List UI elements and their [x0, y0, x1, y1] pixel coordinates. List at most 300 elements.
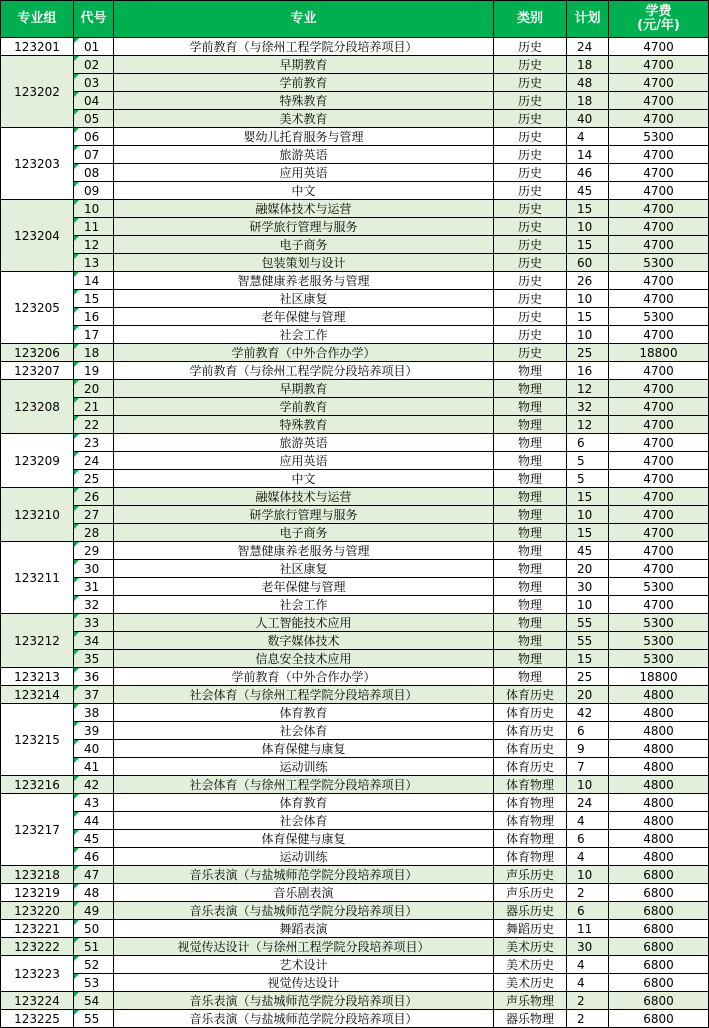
table-row [1, 992, 709, 1010]
major-cell: 特殊教育 [114, 92, 494, 110]
category-cell: 物理 [494, 560, 567, 578]
major-cell: 社区康复 [114, 560, 494, 578]
table-row [1, 92, 709, 110]
category-cell: 舞蹈历史 [494, 920, 567, 938]
category-cell: 物理 [494, 578, 567, 596]
fee-cell: 4700 [609, 38, 709, 56]
table-row [1, 470, 709, 488]
major-cell: 数字媒体技术 [114, 632, 494, 650]
category-cell: 物理 [494, 434, 567, 452]
fee-cell: 4700 [609, 218, 709, 236]
category-cell: 体育历史 [494, 704, 567, 722]
major-cell: 智慧健康养老服务与管理 [114, 272, 494, 290]
code-cell: 15 [74, 290, 114, 308]
group-cell: 123208 [1, 380, 74, 434]
fee-cell: 4700 [609, 542, 709, 560]
major-cell: 旅游英语 [114, 146, 494, 164]
fee-cell: 4800 [609, 776, 709, 794]
plan-cell: 15 [567, 524, 609, 542]
category-cell: 历史 [494, 344, 567, 362]
category-cell: 美术历史 [494, 956, 567, 974]
plan-cell: 12 [567, 416, 609, 434]
fee-cell: 6800 [609, 884, 709, 902]
fee-cell: 4700 [609, 236, 709, 254]
table-row [1, 1010, 709, 1028]
code-cell: 08 [74, 164, 114, 182]
table-row [1, 254, 709, 272]
category-cell: 历史 [494, 326, 567, 344]
code-cell: 05 [74, 110, 114, 128]
major-cell: 应用英语 [114, 164, 494, 182]
category-cell: 物理 [494, 632, 567, 650]
fee-cell: 4700 [609, 362, 709, 380]
group-cell: 123217 [1, 794, 74, 866]
plan-cell: 18 [567, 56, 609, 74]
major-cell: 社区康复 [114, 290, 494, 308]
plan-cell: 10 [567, 506, 609, 524]
group-cell: 123210 [1, 488, 74, 542]
code-cell: 54 [74, 992, 114, 1010]
category-cell: 历史 [494, 164, 567, 182]
table-row [1, 686, 709, 704]
plan-cell: 46 [567, 164, 609, 182]
plan-cell: 4 [567, 128, 609, 146]
table-row [1, 542, 709, 560]
fee-cell: 5300 [609, 578, 709, 596]
fee-cell: 6800 [609, 920, 709, 938]
plan-cell: 40 [567, 110, 609, 128]
code-cell: 01 [74, 38, 114, 56]
plan-cell: 15 [567, 488, 609, 506]
plan-cell: 10 [567, 776, 609, 794]
fee-cell: 4800 [609, 740, 709, 758]
category-cell: 声乐历史 [494, 866, 567, 884]
table-row [1, 110, 709, 128]
plan-cell: 30 [567, 578, 609, 596]
category-cell: 物理 [494, 416, 567, 434]
group-cell: 123207 [1, 362, 74, 380]
table-row [1, 560, 709, 578]
header-plan: 计划 [567, 1, 609, 38]
group-cell: 123220 [1, 902, 74, 920]
fee-cell: 4700 [609, 434, 709, 452]
fee-cell: 4700 [609, 146, 709, 164]
fee-cell: 6800 [609, 1010, 709, 1028]
category-cell: 声乐历史 [494, 884, 567, 902]
major-cell: 社会工作 [114, 596, 494, 614]
fee-cell: 5300 [609, 128, 709, 146]
category-cell: 物理 [494, 362, 567, 380]
code-cell: 36 [74, 668, 114, 686]
plan-cell: 5 [567, 470, 609, 488]
code-cell: 50 [74, 920, 114, 938]
code-cell: 22 [74, 416, 114, 434]
plan-cell: 6 [567, 434, 609, 452]
table-row [1, 974, 709, 992]
code-cell: 34 [74, 632, 114, 650]
major-cell: 电子商务 [114, 236, 494, 254]
code-cell: 27 [74, 506, 114, 524]
code-cell: 32 [74, 596, 114, 614]
fee-cell: 4800 [609, 704, 709, 722]
plan-cell: 10 [567, 290, 609, 308]
code-cell: 03 [74, 74, 114, 92]
fee-cell: 6800 [609, 938, 709, 956]
category-cell: 物理 [494, 524, 567, 542]
code-cell: 24 [74, 452, 114, 470]
category-cell: 历史 [494, 182, 567, 200]
code-cell: 12 [74, 236, 114, 254]
group-cell: 123213 [1, 668, 74, 686]
major-cell: 人工智能技术应用 [114, 614, 494, 632]
group-cell: 123201 [1, 38, 74, 56]
plan-cell: 25 [567, 344, 609, 362]
table-row [1, 812, 709, 830]
major-cell: 音乐表演（与盐城师范学院分段培养项目） [114, 902, 494, 920]
category-cell: 体育物理 [494, 776, 567, 794]
major-cell: 信息安全技术应用 [114, 650, 494, 668]
code-cell: 49 [74, 902, 114, 920]
group-cell: 123205 [1, 272, 74, 344]
major-cell: 早期教育 [114, 56, 494, 74]
plan-cell: 15 [567, 650, 609, 668]
fee-cell: 4700 [609, 182, 709, 200]
plan-cell: 25 [567, 668, 609, 686]
fee-cell: 5300 [609, 254, 709, 272]
major-cell: 社会工作 [114, 326, 494, 344]
fee-cell: 6800 [609, 992, 709, 1010]
fee-cell: 4700 [609, 272, 709, 290]
category-cell: 历史 [494, 308, 567, 326]
fee-cell: 6800 [609, 956, 709, 974]
category-cell: 历史 [494, 92, 567, 110]
major-cell: 婴幼儿托育服务与管理 [114, 128, 494, 146]
major-cell: 音乐表演（与盐城师范学院分段培养项目） [114, 866, 494, 884]
category-cell: 声乐物理 [494, 992, 567, 1010]
fee-cell: 5300 [609, 632, 709, 650]
major-cell: 社会体育 [114, 722, 494, 740]
plan-cell: 45 [567, 542, 609, 560]
major-cell: 学前教育（与徐州工程学院分段培养项目） [114, 38, 494, 56]
code-cell: 02 [74, 56, 114, 74]
table-row [1, 164, 709, 182]
fee-cell: 18800 [609, 344, 709, 362]
table-row [1, 704, 709, 722]
header-fee-line1: 学费 [645, 4, 672, 19]
category-cell: 器乐物理 [494, 1010, 567, 1028]
plan-cell: 12 [567, 380, 609, 398]
table-row [1, 902, 709, 920]
major-cell: 社会体育 [114, 812, 494, 830]
fee-cell: 4800 [609, 812, 709, 830]
header-fee-line2: (元/年) [637, 18, 680, 33]
plan-cell: 6 [567, 722, 609, 740]
category-cell: 历史 [494, 254, 567, 272]
table-row [1, 506, 709, 524]
header-category: 类别 [494, 1, 567, 38]
code-cell: 29 [74, 542, 114, 560]
category-cell: 历史 [494, 38, 567, 56]
plan-cell: 7 [567, 758, 609, 776]
category-cell: 物理 [494, 398, 567, 416]
fee-cell: 4700 [609, 110, 709, 128]
plan-cell: 16 [567, 362, 609, 380]
group-cell: 123225 [1, 1010, 74, 1028]
table-row [1, 884, 709, 902]
category-cell: 历史 [494, 146, 567, 164]
code-cell: 14 [74, 272, 114, 290]
code-cell: 53 [74, 974, 114, 992]
category-cell: 物理 [494, 668, 567, 686]
code-cell: 52 [74, 956, 114, 974]
major-cell: 舞蹈表演 [114, 920, 494, 938]
major-cell: 包装策划与设计 [114, 254, 494, 272]
group-cell: 123218 [1, 866, 74, 884]
code-cell: 04 [74, 92, 114, 110]
code-cell: 30 [74, 560, 114, 578]
fee-cell: 4700 [609, 452, 709, 470]
major-cell: 学前教育（与徐州工程学院分段培养项目） [114, 362, 494, 380]
plan-cell: 4 [567, 956, 609, 974]
category-cell: 体育物理 [494, 848, 567, 866]
table-row [1, 776, 709, 794]
table-header [1, 1, 709, 38]
table-row [1, 668, 709, 686]
group-cell: 123206 [1, 344, 74, 362]
table-row [1, 326, 709, 344]
category-cell: 美术历史 [494, 974, 567, 992]
major-cell: 体育保健与康复 [114, 740, 494, 758]
fee-cell: 4800 [609, 794, 709, 812]
code-cell: 25 [74, 470, 114, 488]
group-cell: 123219 [1, 884, 74, 902]
major-cell: 老年保健与管理 [114, 308, 494, 326]
table-row [1, 128, 709, 146]
major-cell: 融媒体技术与运营 [114, 488, 494, 506]
category-cell: 物理 [494, 542, 567, 560]
category-cell: 体育历史 [494, 722, 567, 740]
plan-cell: 4 [567, 848, 609, 866]
fee-cell: 4700 [609, 380, 709, 398]
category-cell: 物理 [494, 452, 567, 470]
plan-cell: 2 [567, 884, 609, 902]
category-cell: 物理 [494, 470, 567, 488]
major-cell: 运动训练 [114, 848, 494, 866]
major-cell: 研学旅行管理与服务 [114, 218, 494, 236]
table-row [1, 146, 709, 164]
plan-cell: 2 [567, 992, 609, 1010]
code-cell: 40 [74, 740, 114, 758]
plan-cell: 60 [567, 254, 609, 272]
major-cell: 应用英语 [114, 452, 494, 470]
table-row [1, 956, 709, 974]
plan-cell: 26 [567, 272, 609, 290]
fee-cell: 5300 [609, 650, 709, 668]
table-row [1, 38, 709, 56]
group-cell: 123209 [1, 434, 74, 488]
code-cell: 28 [74, 524, 114, 542]
fee-cell: 4700 [609, 524, 709, 542]
major-cell: 视觉传达设计（与徐州工程学院分段培养项目） [114, 938, 494, 956]
category-cell: 器乐历史 [494, 902, 567, 920]
category-cell: 历史 [494, 290, 567, 308]
table-row [1, 578, 709, 596]
group-cell: 123204 [1, 200, 74, 272]
category-cell: 体育物理 [494, 794, 567, 812]
header-row [1, 1, 709, 38]
table-row [1, 416, 709, 434]
table-row [1, 920, 709, 938]
table-row [1, 740, 709, 758]
group-cell: 123202 [1, 56, 74, 128]
table-row [1, 308, 709, 326]
plan-cell: 18 [567, 92, 609, 110]
code-cell: 33 [74, 614, 114, 632]
fee-cell: 4700 [609, 596, 709, 614]
major-cell: 老年保健与管理 [114, 578, 494, 596]
plan-cell: 30 [567, 938, 609, 956]
code-cell: 13 [74, 254, 114, 272]
major-cell: 艺术设计 [114, 956, 494, 974]
table-row [1, 434, 709, 452]
major-cell: 社会体育（与徐州工程学院分段培养项目） [114, 776, 494, 794]
plan-cell: 42 [567, 704, 609, 722]
table-row [1, 74, 709, 92]
table-row [1, 794, 709, 812]
table-row [1, 524, 709, 542]
fee-cell: 4800 [609, 722, 709, 740]
group-cell: 123216 [1, 776, 74, 794]
table-row [1, 848, 709, 866]
table-row [1, 596, 709, 614]
fee-cell: 5300 [609, 614, 709, 632]
group-cell: 123215 [1, 704, 74, 776]
plan-cell: 15 [567, 200, 609, 218]
major-cell: 体育保健与康复 [114, 830, 494, 848]
fee-cell: 18800 [609, 668, 709, 686]
major-cell: 特殊教育 [114, 416, 494, 434]
code-cell: 38 [74, 704, 114, 722]
fee-cell: 6800 [609, 902, 709, 920]
category-cell: 历史 [494, 56, 567, 74]
code-cell: 47 [74, 866, 114, 884]
category-cell: 物理 [494, 488, 567, 506]
category-cell: 历史 [494, 128, 567, 146]
plan-cell: 24 [567, 38, 609, 56]
code-cell: 17 [74, 326, 114, 344]
major-cell: 音乐表演（与盐城师范学院分段培养项目） [114, 1010, 494, 1028]
code-cell: 06 [74, 128, 114, 146]
category-cell: 物理 [494, 614, 567, 632]
fee-cell: 4700 [609, 488, 709, 506]
fee-cell: 4700 [609, 506, 709, 524]
code-cell: 39 [74, 722, 114, 740]
table-row [1, 218, 709, 236]
group-cell: 123224 [1, 992, 74, 1010]
code-cell: 26 [74, 488, 114, 506]
fee-cell: 5300 [609, 308, 709, 326]
table-row [1, 866, 709, 884]
major-cell: 中文 [114, 182, 494, 200]
category-cell: 历史 [494, 200, 567, 218]
fee-cell: 4700 [609, 326, 709, 344]
major-cell: 学前教育 [114, 398, 494, 416]
major-cell: 研学旅行管理与服务 [114, 506, 494, 524]
major-cell: 学前教育（中外合作办学） [114, 668, 494, 686]
code-cell: 42 [74, 776, 114, 794]
code-cell: 35 [74, 650, 114, 668]
table-row [1, 182, 709, 200]
plan-cell: 15 [567, 308, 609, 326]
category-cell: 物理 [494, 380, 567, 398]
table-row [1, 200, 709, 218]
fee-cell: 4700 [609, 164, 709, 182]
major-cell: 融媒体技术与运营 [114, 200, 494, 218]
plan-cell: 10 [567, 326, 609, 344]
plan-cell: 10 [567, 218, 609, 236]
fee-cell: 4800 [609, 686, 709, 704]
code-cell: 23 [74, 434, 114, 452]
fee-cell: 4800 [609, 848, 709, 866]
plan-cell: 55 [567, 632, 609, 650]
fee-cell: 4700 [609, 200, 709, 218]
major-cell: 学前教育 [114, 74, 494, 92]
code-cell: 20 [74, 380, 114, 398]
plan-cell: 10 [567, 866, 609, 884]
category-cell: 历史 [494, 272, 567, 290]
fee-cell: 4800 [609, 830, 709, 848]
code-cell: 16 [74, 308, 114, 326]
table-row [1, 56, 709, 74]
plan-cell: 5 [567, 452, 609, 470]
plan-cell: 2 [567, 1010, 609, 1028]
header-code: 代号 [74, 1, 114, 38]
major-cell: 早期教育 [114, 380, 494, 398]
group-cell: 123214 [1, 686, 74, 704]
fee-cell: 4700 [609, 560, 709, 578]
group-cell: 123212 [1, 614, 74, 668]
code-cell: 31 [74, 578, 114, 596]
fee-cell: 4700 [609, 398, 709, 416]
category-cell: 历史 [494, 218, 567, 236]
category-cell: 美术历史 [494, 938, 567, 956]
plan-cell: 20 [567, 560, 609, 578]
fee-cell: 4700 [609, 56, 709, 74]
table-row [1, 650, 709, 668]
fee-cell: 4700 [609, 92, 709, 110]
code-cell: 10 [74, 200, 114, 218]
fee-cell: 4700 [609, 416, 709, 434]
code-cell: 46 [74, 848, 114, 866]
fee-cell: 4700 [609, 74, 709, 92]
code-cell: 21 [74, 398, 114, 416]
major-cell: 视觉传达设计 [114, 974, 494, 992]
category-cell: 历史 [494, 110, 567, 128]
category-cell: 历史 [494, 236, 567, 254]
table-row [1, 380, 709, 398]
category-cell: 体育历史 [494, 740, 567, 758]
plan-cell: 10 [567, 596, 609, 614]
code-cell: 48 [74, 884, 114, 902]
fee-cell: 6800 [609, 974, 709, 992]
code-cell: 44 [74, 812, 114, 830]
fee-cell: 4800 [609, 758, 709, 776]
plan-cell: 4 [567, 812, 609, 830]
plan-cell: 15 [567, 236, 609, 254]
plan-cell: 4 [567, 974, 609, 992]
table-row [1, 398, 709, 416]
plan-cell: 20 [567, 686, 609, 704]
